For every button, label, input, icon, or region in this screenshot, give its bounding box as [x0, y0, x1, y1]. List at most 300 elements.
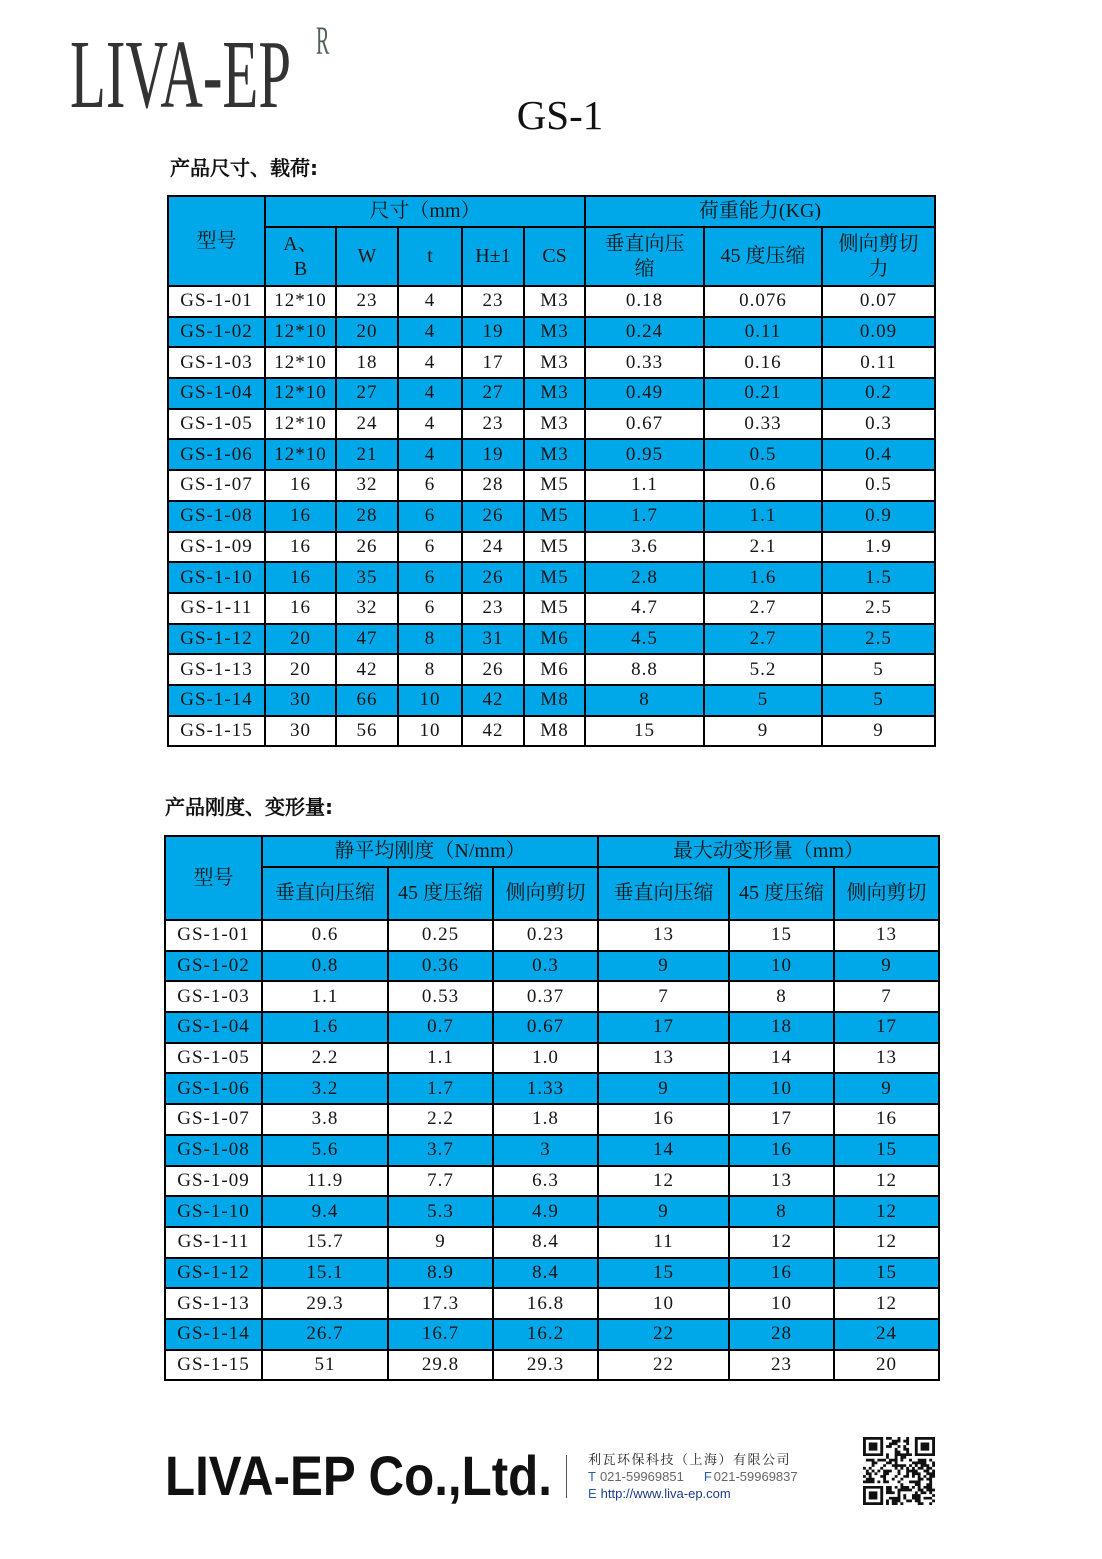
cell-deformation-45-degree: 18: [729, 1012, 834, 1043]
cell-stiffness-45-degree: 9: [388, 1227, 493, 1258]
cell-t: 6: [398, 532, 462, 563]
cell-stiffness-lateral: 1.8: [493, 1104, 598, 1135]
cell-model: GS-1-10: [168, 562, 265, 593]
cell-lateral-shear-load: 5: [822, 685, 935, 716]
cell-w: 32: [336, 593, 398, 624]
cell-deformation-lateral: 12: [834, 1288, 939, 1319]
cell-45-degree-compression-load: 1.1: [704, 501, 822, 532]
cell-model: GS-1-11: [168, 593, 265, 624]
cell-model: GS-1-02: [165, 951, 262, 982]
cell-a-b: 20: [265, 654, 336, 685]
cell-deformation-lateral: 15: [834, 1258, 939, 1289]
cell-w: 32: [336, 470, 398, 501]
cell-model: GS-1-13: [168, 654, 265, 685]
cell-a-b: 16: [265, 593, 336, 624]
table-row: [168, 593, 935, 624]
cell-model: GS-1-14: [165, 1319, 262, 1350]
column-header-stiffness-lateral: 侧向剪切: [493, 867, 598, 920]
cell-model: GS-1-02: [168, 317, 265, 348]
footer-divider: [566, 1455, 567, 1498]
cell-w: 21: [336, 439, 398, 470]
cell-stiffness-lateral: 0.3: [493, 951, 598, 982]
cell-model: GS-1-12: [165, 1258, 262, 1289]
cell-a-b: 30: [265, 716, 336, 747]
cell-cs: M5: [524, 501, 585, 532]
cell-stiffness-lateral: 8.4: [493, 1227, 598, 1258]
cell-deformation-45-degree: 12: [729, 1227, 834, 1258]
column-header-model: 型号: [165, 836, 262, 920]
cell-a-b: 16: [265, 532, 336, 563]
cell-stiffness-45-degree: 7.7: [388, 1166, 493, 1197]
column-group-load-capacity: 荷重能力(KG): [585, 196, 935, 227]
cell-deformation-vertical: 14: [598, 1135, 729, 1166]
cell-deformation-vertical: 15: [598, 1258, 729, 1289]
cell-deformation-vertical: 16: [598, 1104, 729, 1135]
table-row: [168, 470, 935, 501]
qr-code: [863, 1437, 935, 1505]
cell-w: 27: [336, 378, 398, 409]
cell-deformation-45-degree: 16: [729, 1258, 834, 1289]
cell-w: 56: [336, 716, 398, 747]
cell-stiffness-45-degree: 0.53: [388, 981, 493, 1012]
table-row: [168, 685, 935, 716]
cell-stiffness-vertical: 3.8: [262, 1104, 388, 1135]
contact-block: [588, 1451, 798, 1502]
cell-model: GS-1-01: [168, 286, 265, 317]
cell-cs: M5: [524, 562, 585, 593]
cell-stiffness-lateral: 16.2: [493, 1319, 598, 1350]
cell-model: GS-1-06: [168, 439, 265, 470]
table-row: [165, 951, 939, 982]
cell-vertical-compression-load: 15: [585, 716, 704, 747]
table-row: [165, 1012, 939, 1043]
table-row: [168, 317, 935, 348]
cell-stiffness-45-degree: 1.7: [388, 1073, 493, 1104]
cell-a-b: 12*10: [265, 286, 336, 317]
cell-model: GS-1-07: [165, 1104, 262, 1135]
cell-t: 10: [398, 716, 462, 747]
table-row: [168, 501, 935, 532]
cell-vertical-compression-load: 4.7: [585, 593, 704, 624]
cell-vertical-compression-load: 0.49: [585, 378, 704, 409]
column-group-max-dynamic-deformation: 最大动变形量（mm）: [598, 836, 939, 867]
cell-stiffness-vertical: 26.7: [262, 1319, 388, 1350]
column-header-vertical-compression: 垂直向压缩: [585, 227, 704, 286]
cell-stiffness-lateral: 8.4: [493, 1258, 598, 1289]
cell-h: 42: [462, 716, 524, 747]
cell-model: GS-1-08: [165, 1135, 262, 1166]
cell-45-degree-compression-load: 0.33: [704, 409, 822, 440]
cell-model: GS-1-01: [165, 920, 262, 951]
table-row: [165, 981, 939, 1012]
table-header: [168, 196, 935, 286]
cell-h: 42: [462, 685, 524, 716]
cell-cs: M6: [524, 654, 585, 685]
cell-vertical-compression-load: 4.5: [585, 624, 704, 655]
tel-label: T: [588, 1469, 596, 1484]
column-header-h: H±1: [462, 227, 524, 286]
cell-stiffness-45-degree: 0.36: [388, 951, 493, 982]
cell-cs: M5: [524, 593, 585, 624]
column-group-static-stiffness: 静平均刚度（N/mm）: [262, 836, 598, 867]
header-row-groups: [168, 196, 935, 227]
cell-w: 66: [336, 685, 398, 716]
column-group-dimensions: 尺寸（mm）: [265, 196, 585, 227]
cell-vertical-compression-load: 1.7: [585, 501, 704, 532]
cell-h: 27: [462, 378, 524, 409]
cell-stiffness-lateral: 0.23: [493, 920, 598, 951]
column-header-deformation-lateral: 侧向剪切: [834, 867, 939, 920]
cell-cs: M8: [524, 685, 585, 716]
cell-stiffness-lateral: 16.8: [493, 1288, 598, 1319]
cell-45-degree-compression-load: 5.2: [704, 654, 822, 685]
website-line: [588, 1485, 798, 1502]
table-row: [165, 1073, 939, 1104]
cell-a-b: 12*10: [265, 439, 336, 470]
cell-stiffness-vertical: 9.4: [262, 1196, 388, 1227]
cell-t: 6: [398, 501, 462, 532]
cell-stiffness-lateral: 1.0: [493, 1043, 598, 1074]
cell-a-b: 30: [265, 685, 336, 716]
cell-t: 6: [398, 562, 462, 593]
cell-deformation-45-degree: 16: [729, 1135, 834, 1166]
cell-deformation-vertical: 9: [598, 1196, 729, 1227]
cell-vertical-compression-load: 3.6: [585, 532, 704, 563]
table-row: [165, 1135, 939, 1166]
cell-deformation-vertical: 9: [598, 1073, 729, 1104]
cell-deformation-45-degree: 10: [729, 951, 834, 982]
table-row: [168, 532, 935, 563]
cell-t: 8: [398, 654, 462, 685]
cell-45-degree-compression-load: 2.7: [704, 593, 822, 624]
cell-stiffness-vertical: 1.6: [262, 1012, 388, 1043]
table-row: [165, 1196, 939, 1227]
cell-w: 42: [336, 654, 398, 685]
cell-stiffness-45-degree: 29.8: [388, 1350, 493, 1381]
cell-deformation-45-degree: 10: [729, 1073, 834, 1104]
cell-h: 19: [462, 317, 524, 348]
stiffness-deformation-table: [164, 835, 940, 1381]
cell-deformation-vertical: 9: [598, 951, 729, 982]
cell-deformation-lateral: 7: [834, 981, 939, 1012]
table-row: [165, 920, 939, 951]
cell-stiffness-45-degree: 0.7: [388, 1012, 493, 1043]
column-header-stiffness-vertical: 垂直向压缩: [262, 867, 388, 920]
cell-lateral-shear-load: 2.5: [822, 624, 935, 655]
cell-deformation-45-degree: 13: [729, 1166, 834, 1197]
cell-stiffness-vertical: 11.9: [262, 1166, 388, 1197]
cell-h: 28: [462, 470, 524, 501]
cell-stiffness-45-degree: 1.1: [388, 1043, 493, 1074]
column-header-a-b: A、B: [265, 227, 336, 286]
cell-cs: M8: [524, 716, 585, 747]
cell-deformation-lateral: 16: [834, 1104, 939, 1135]
cell-model: GS-1-04: [168, 378, 265, 409]
cell-lateral-shear-load: 0.07: [822, 286, 935, 317]
cell-vertical-compression-load: 2.8: [585, 562, 704, 593]
column-header-cs: CS: [524, 227, 585, 286]
cell-deformation-lateral: 24: [834, 1319, 939, 1350]
table-row: [168, 562, 935, 593]
cell-deformation-lateral: 12: [834, 1196, 939, 1227]
cell-stiffness-vertical: 3.2: [262, 1073, 388, 1104]
cell-deformation-vertical: 13: [598, 920, 729, 951]
table-row: [165, 1258, 939, 1289]
cell-w: 26: [336, 532, 398, 563]
cell-stiffness-45-degree: 17.3: [388, 1288, 493, 1319]
cell-stiffness-45-degree: 8.9: [388, 1258, 493, 1289]
registered-mark: R: [316, 18, 330, 63]
cell-stiffness-45-degree: 16.7: [388, 1319, 493, 1350]
cell-deformation-lateral: 9: [834, 951, 939, 982]
table-row: [168, 654, 935, 685]
cell-deformation-45-degree: 14: [729, 1043, 834, 1074]
cell-h: 26: [462, 562, 524, 593]
cell-45-degree-compression-load: 0.5: [704, 439, 822, 470]
cell-deformation-lateral: 13: [834, 920, 939, 951]
cell-45-degree-compression-load: 1.6: [704, 562, 822, 593]
cell-deformation-lateral: 13: [834, 1043, 939, 1074]
cell-model: GS-1-03: [168, 347, 265, 378]
cell-model: GS-1-09: [168, 532, 265, 563]
cell-cs: M3: [524, 317, 585, 348]
cell-t: 4: [398, 317, 462, 348]
cell-model: GS-1-05: [168, 409, 265, 440]
cell-stiffness-vertical: 29.3: [262, 1288, 388, 1319]
cell-lateral-shear-load: 2.5: [822, 593, 935, 624]
cell-deformation-45-degree: 10: [729, 1288, 834, 1319]
cell-vertical-compression-load: 8.8: [585, 654, 704, 685]
cell-w: 28: [336, 501, 398, 532]
cell-a-b: 12*10: [265, 378, 336, 409]
cell-stiffness-vertical: 1.1: [262, 981, 388, 1012]
cell-deformation-lateral: 15: [834, 1135, 939, 1166]
cell-t: 4: [398, 439, 462, 470]
cell-45-degree-compression-load: 0.21: [704, 378, 822, 409]
table-row: [165, 1319, 939, 1350]
cell-stiffness-vertical: 15.7: [262, 1227, 388, 1258]
cell-h: 26: [462, 654, 524, 685]
cell-deformation-45-degree: 23: [729, 1350, 834, 1381]
cell-deformation-lateral: 12: [834, 1227, 939, 1258]
cell-45-degree-compression-load: 0.6: [704, 470, 822, 501]
cell-a-b: 12*10: [265, 409, 336, 440]
section-heading-stiffness-deformation: 产品刚度、变形量:: [165, 795, 333, 819]
cell-vertical-compression-load: 1.1: [585, 470, 704, 501]
document-title: GS-1: [516, 92, 604, 138]
cell-cs: M5: [524, 532, 585, 563]
cell-deformation-vertical: 17: [598, 1012, 729, 1043]
cell-t: 4: [398, 347, 462, 378]
dimensions-load-table: [167, 195, 936, 747]
company-chinese-name: 利瓦环保科技（上海）有限公司: [588, 1452, 792, 1467]
cell-stiffness-vertical: 0.8: [262, 951, 388, 982]
cell-vertical-compression-load: 8: [585, 685, 704, 716]
cell-stiffness-45-degree: 2.2: [388, 1104, 493, 1135]
phone-fax-line: [588, 1468, 798, 1485]
cell-h: 31: [462, 624, 524, 655]
cell-stiffness-vertical: 0.6: [262, 920, 388, 951]
cell-vertical-compression-load: 0.95: [585, 439, 704, 470]
cell-stiffness-lateral: 0.67: [493, 1012, 598, 1043]
cell-model: GS-1-06: [165, 1073, 262, 1104]
cell-deformation-45-degree: 28: [729, 1319, 834, 1350]
table-row: [168, 347, 935, 378]
cell-model: GS-1-11: [165, 1227, 262, 1258]
cell-model: GS-1-03: [165, 981, 262, 1012]
cell-deformation-lateral: 9: [834, 1073, 939, 1104]
cell-h: 24: [462, 532, 524, 563]
cell-a-b: 16: [265, 470, 336, 501]
table-row: [165, 1227, 939, 1258]
cell-w: 23: [336, 286, 398, 317]
cell-w: 35: [336, 562, 398, 593]
cell-h: 19: [462, 439, 524, 470]
cell-stiffness-vertical: 51: [262, 1350, 388, 1381]
cell-model: GS-1-14: [168, 685, 265, 716]
table-row: [168, 439, 935, 470]
cell-deformation-lateral: 17: [834, 1012, 939, 1043]
cell-45-degree-compression-load: 0.16: [704, 347, 822, 378]
column-header-t: t: [398, 227, 462, 286]
cell-stiffness-vertical: 5.6: [262, 1135, 388, 1166]
cell-t: 8: [398, 624, 462, 655]
website-url: http://www.liva-ep.com: [600, 1486, 731, 1501]
cell-a-b: 16: [265, 501, 336, 532]
cell-model: GS-1-10: [165, 1196, 262, 1227]
cell-lateral-shear-load: 0.11: [822, 347, 935, 378]
cell-w: 20: [336, 317, 398, 348]
table-row: [168, 286, 935, 317]
column-header-w: W: [336, 227, 398, 286]
cell-45-degree-compression-load: 2.1: [704, 532, 822, 563]
cell-lateral-shear-load: 0.2: [822, 378, 935, 409]
cell-model: GS-1-07: [168, 470, 265, 501]
cell-model: GS-1-09: [165, 1166, 262, 1197]
cell-45-degree-compression-load: 5: [704, 685, 822, 716]
column-header-lateral-shear: 侧向剪切力: [822, 227, 935, 286]
cell-lateral-shear-load: 1.5: [822, 562, 935, 593]
column-header-deformation-45-degree: 45 度压缩: [729, 867, 834, 920]
cell-deformation-vertical: 10: [598, 1288, 729, 1319]
cell-deformation-45-degree: 8: [729, 981, 834, 1012]
column-header-model: 型号: [168, 196, 265, 286]
cell-stiffness-lateral: 4.9: [493, 1196, 598, 1227]
cell-model: GS-1-15: [168, 716, 265, 747]
cell-lateral-shear-load: 5: [822, 654, 935, 685]
cell-model: GS-1-08: [168, 501, 265, 532]
cell-h: 23: [462, 286, 524, 317]
cell-h: 23: [462, 593, 524, 624]
cell-cs: M3: [524, 439, 585, 470]
cell-stiffness-vertical: 2.2: [262, 1043, 388, 1074]
cell-stiffness-lateral: 6.3: [493, 1166, 598, 1197]
table-header: [165, 836, 939, 920]
cell-deformation-vertical: 22: [598, 1319, 729, 1350]
cell-cs: M5: [524, 470, 585, 501]
cell-stiffness-45-degree: 3.7: [388, 1135, 493, 1166]
cell-w: 18: [336, 347, 398, 378]
cell-lateral-shear-load: 0.3: [822, 409, 935, 440]
cell-t: 4: [398, 286, 462, 317]
cell-deformation-lateral: 20: [834, 1350, 939, 1381]
cell-cs: M3: [524, 378, 585, 409]
cell-45-degree-compression-load: 2.7: [704, 624, 822, 655]
cell-model: GS-1-04: [165, 1012, 262, 1043]
cell-a-b: 20: [265, 624, 336, 655]
table-row: [165, 1043, 939, 1074]
cell-deformation-vertical: 7: [598, 981, 729, 1012]
cell-t: 4: [398, 409, 462, 440]
cell-lateral-shear-load: 0.9: [822, 501, 935, 532]
cell-vertical-compression-load: 0.18: [585, 286, 704, 317]
cell-vertical-compression-load: 0.67: [585, 409, 704, 440]
cell-stiffness-lateral: 1.33: [493, 1073, 598, 1104]
cell-w: 47: [336, 624, 398, 655]
cell-t: 4: [398, 378, 462, 409]
cell-lateral-shear-load: 0.4: [822, 439, 935, 470]
cell-h: 17: [462, 347, 524, 378]
cell-a-b: 12*10: [265, 347, 336, 378]
cell-stiffness-45-degree: 0.25: [388, 920, 493, 951]
cell-45-degree-compression-load: 0.11: [704, 317, 822, 348]
tel-number: 021-59969851: [599, 1469, 684, 1484]
section-heading-dimensions-load: 产品尺寸、载荷:: [170, 156, 318, 180]
cell-vertical-compression-load: 0.24: [585, 317, 704, 348]
cell-deformation-vertical: 12: [598, 1166, 729, 1197]
logo-text: LIVA-EP: [70, 21, 292, 129]
cell-h: 23: [462, 409, 524, 440]
cell-deformation-45-degree: 17: [729, 1104, 834, 1135]
email-label: E: [588, 1486, 597, 1501]
cell-t: 6: [398, 470, 462, 501]
cell-deformation-45-degree: 15: [729, 920, 834, 951]
table-row: [165, 1104, 939, 1135]
cell-lateral-shear-load: 0.5: [822, 470, 935, 501]
cell-45-degree-compression-load: 0.076: [704, 286, 822, 317]
cell-stiffness-lateral: 3: [493, 1135, 598, 1166]
cell-a-b: 12*10: [265, 317, 336, 348]
table-row: [168, 378, 935, 409]
header-row-groups: [165, 836, 939, 867]
table-row: [168, 409, 935, 440]
header-row-columns: [168, 227, 935, 286]
cell-stiffness-vertical: 15.1: [262, 1258, 388, 1289]
cell-t: 6: [398, 593, 462, 624]
cell-cs: M3: [524, 409, 585, 440]
cell-model: GS-1-13: [165, 1288, 262, 1319]
cell-lateral-shear-load: 1.9: [822, 532, 935, 563]
cell-w: 24: [336, 409, 398, 440]
cell-deformation-vertical: 13: [598, 1043, 729, 1074]
column-header-deformation-vertical: 垂直向压缩: [598, 867, 729, 920]
cell-a-b: 16: [265, 562, 336, 593]
column-header-stiffness-45-degree: 45 度压缩: [388, 867, 493, 920]
cell-deformation-vertical: 11: [598, 1227, 729, 1258]
cell-stiffness-lateral: 0.37: [493, 981, 598, 1012]
cell-stiffness-lateral: 29.3: [493, 1350, 598, 1381]
header-row-columns: [165, 867, 939, 920]
table-row: [165, 1166, 939, 1197]
cell-deformation-45-degree: 8: [729, 1196, 834, 1227]
cell-cs: M6: [524, 624, 585, 655]
cell-cs: M3: [524, 286, 585, 317]
fax-label: F: [703, 1469, 712, 1484]
cell-model: GS-1-05: [165, 1043, 262, 1074]
cell-model: GS-1-12: [168, 624, 265, 655]
cell-vertical-compression-load: 0.33: [585, 347, 704, 378]
table-body: [165, 920, 939, 1380]
